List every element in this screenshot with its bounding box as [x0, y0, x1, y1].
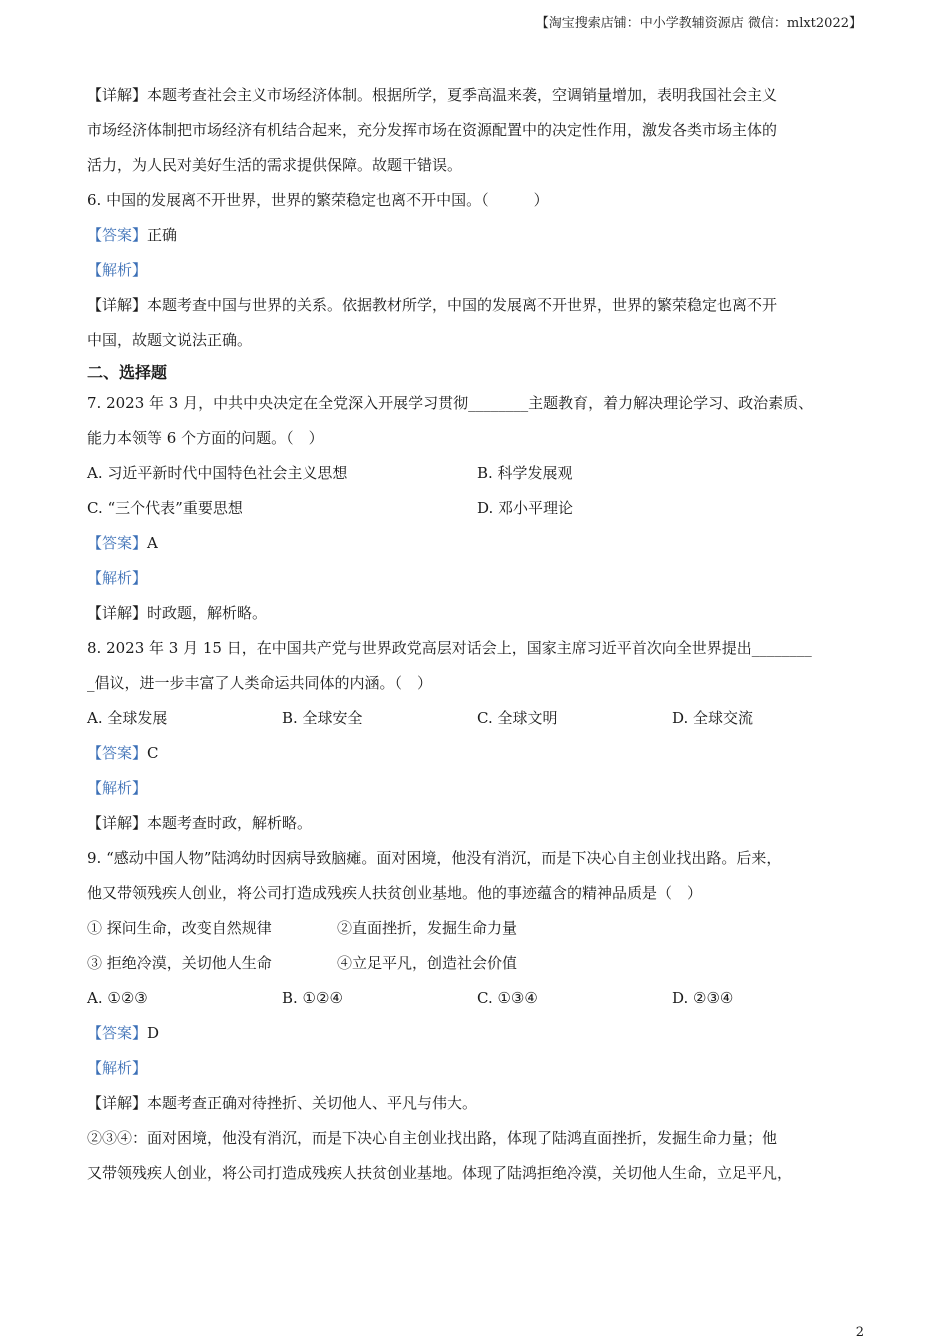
q7-option-d: D. 邓小平理论: [477, 499, 574, 517]
q8-option-d: D. 全球交流: [672, 709, 754, 727]
answer-tag: 【答案】: [87, 534, 148, 552]
q8-option-a: A. 全球发展: [87, 709, 168, 727]
question-7-line-2: 能力本领等 6 个方面的问题。（ ）: [87, 429, 324, 447]
q7-option-c: C. “三个代表”重要思想: [87, 499, 243, 517]
q8-option-c: C. 全球文明: [477, 709, 558, 727]
document-body: [87, 78, 877, 1191]
page-number: 2: [855, 1325, 864, 1340]
q7-detail: 【详解】时政题，解析略。: [87, 604, 268, 622]
q6-answer: [87, 218, 877, 253]
intro-line-2: 市场经济体制把市场经济有机结合起来，充分发挥市场在资源配置中的决定性作用，激发各类市场主体的: [87, 121, 778, 139]
q6-answer-value: 正确: [147, 226, 178, 244]
q9-option-a: A. ①②③: [87, 989, 148, 1007]
q9-option-d: D. ②③④: [672, 989, 734, 1007]
answer-tag: 【答案】: [87, 1024, 148, 1042]
q9-options: [87, 981, 877, 1016]
q9-answer: [87, 1016, 877, 1051]
question-7-line-1: 7. 2023 年 3 月，中共中央决定在全党深入开展学习贯彻________主题教育，着力解决理论学习、政治素质、: [87, 394, 814, 412]
q9-answer-value: D: [147, 1024, 160, 1042]
question-6: 6. 中国的发展离不开世界，世界的繁荣稳定也离不开中国。（ ）: [87, 191, 549, 209]
q6-detail-2: 中国，故题文说法正确。: [87, 331, 253, 349]
q8-answer: [87, 736, 877, 771]
q9-option-c: C. ①③④: [477, 989, 538, 1007]
question-9-line-2: 他又带领残疾人创业，将公司打造成残疾人扶贫创业基地。他的事迹蕴含的精神品质是（ ）: [87, 884, 703, 902]
q9-choice-3: ③ 拒绝冷漠，关切他人生命: [87, 954, 272, 972]
q8-options: [87, 701, 877, 736]
q9-analysis-tag: 【解析】: [87, 1059, 148, 1077]
q7-analysis-tag: 【解析】: [87, 569, 148, 587]
q9-detail: 【详解】本题考查正确对待挫折、关切他人、平凡与伟大。: [87, 1094, 478, 1112]
q8-option-b: B. 全球安全: [282, 709, 363, 727]
q9-choices-row-2: [87, 946, 877, 981]
q9-choices-row-1: [87, 911, 877, 946]
q9-choice-1: ① 探问生命，改变自然规律: [87, 919, 272, 937]
question-8-line-2: _倡议，进一步丰富了人类命运共同体的内涵。（ ）: [87, 674, 433, 692]
intro-line-3: 活力，为人民对美好生活的需求提供保障。故题干错误。: [87, 156, 463, 174]
q9-detail-3: 又带领残疾人创业，将公司打造成残疾人扶贫创业基地。体现了陆鸿拒绝冷漠，关切他人生命，立足平凡，: [87, 1164, 793, 1182]
q7-options-row-1: [87, 456, 877, 491]
q7-option-b: B. 科学发展观: [477, 464, 573, 482]
q7-option-a: A. 习近平新时代中国特色社会主义思想: [87, 464, 348, 482]
q9-option-b: B. ①②④: [282, 989, 343, 1007]
page-header: 【淘宝搜索店铺：中小学教辅资源店 微信：mlxt2022】: [535, 16, 862, 31]
q7-options-row-2: [87, 491, 877, 526]
q6-analysis-tag: 【解析】: [87, 261, 148, 279]
q8-detail: 【详解】本题考查时政，解析略。: [87, 814, 313, 832]
q7-answer-value: A: [147, 534, 158, 552]
q9-detail-2: ②③④：面对困境，他没有消沉，而是下决心自主创业找出路，体现了陆鸿直面挫折，发掘生命力量；他: [87, 1129, 778, 1147]
q9-choice-2: ②直面挫折，发掘生命力量: [337, 919, 518, 937]
question-8-line-1: 8. 2023 年 3 月 15 日，在中国共产党与世界政党高层对话会上，国家主席习近平首次向全世界提出________: [87, 639, 812, 657]
question-9-line-1: 9. “感动中国人物”陆鸿幼时因病导致脑瘫。面对困境，他没有消沉，而是下决心自主创业找出路。后来，: [87, 849, 782, 867]
q6-detail-1: 【详解】本题考查中国与世界的关系。依据教材所学，中国的发展离不开世界，世界的繁荣稳定也离不开: [87, 296, 778, 314]
intro-line-1: 【详解】本题考查社会主义市场经济体制。根据所学，夏季高温来袭，空调销量增加，表明我国社会主义: [87, 86, 778, 104]
q8-analysis-tag: 【解析】: [87, 779, 148, 797]
q8-answer-value: C: [147, 744, 159, 762]
section-title: 二、选择题: [87, 363, 168, 382]
answer-tag: 【答案】: [87, 226, 148, 244]
answer-tag: 【答案】: [87, 744, 148, 762]
q7-answer: [87, 526, 877, 561]
q9-choice-4: ④立足平凡，创造社会价值: [337, 954, 518, 972]
